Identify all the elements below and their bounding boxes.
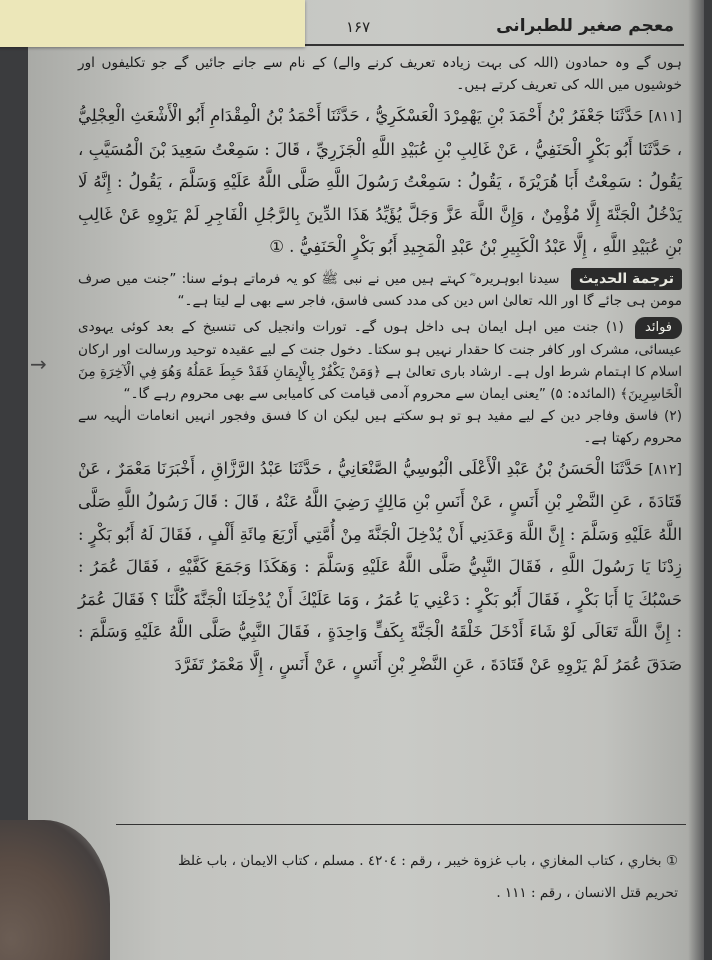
page-number: ۱۶۷ [346,18,371,36]
translation-paragraph [78,268,682,312]
benefit-point-2: (۲) فاسق وفاجر دین کے لیے مفید ہو تو ہو سکتے ہیں لیکن ان کا فسق وفجور انہیں انعامات الٰہیہ سے محروم رکھتا ہے۔ [78,407,682,446]
hadith-812-text: حَدَّثَنَا الْحَسَنُ بْنُ عَبْدِ الْأَعْلَى الْبُوسِيُّ الصَّنْعَانِيُّ ، حَدَّثَنَا عَبْدُ الرَّزَّاقِ ، أَخْبَرَنَا مَعْمَرٌ ، عَنْ قَتَادَةَ ، عَنِ النَّضْرِ بْنِ أَنَسٍ ، عَنْ أَنَسِ بْنِ مَالِكٍ رَضِيَ اللَّهُ عَنْهُ ، قَالَ : قَالَ رَسُولُ اللَّهِ صَلَّى اللَّهُ عَلَيْهِ وَسَلَّمَ : إِنَّ اللَّهَ وَعَدَنِي أَنْ يُدْخِلَ الْجَنَّةَ مِنْ أُمَّتِي أَرْبَعَ مِائَةِ أَلْفٍ ، فَقَالَ لَهُ أَبُو بَكْرٍ : زِدْنَا يَا رَسُولَ اللَّهِ ، فَقَالَ النَّبِيُّ صَلَّى اللَّهُ عَلَيْهِ وَسَلَّمَ : وَهَكَذَا وَجَمَعَ كَفَّيْهِ ، فَقَالَ عُمَرُ : حَسْبُكَ يَا أَبَا بَكْرٍ ، فَقَالَ أَبُو بَكْرٍ : دَعْنِي يَا عُمَرُ ، وَمَا عَلَيْكَ أَنْ يُدْخِلَنَا الْجَنَّةَ كُلَّنَا ؟ فَقَالَ عُمَرُ : إِنَّ اللَّهَ تَعَالَى لَوْ شَاءَ أَدْخَلَ خَلْقَهُ الْجَنَّةَ بِكَفٍّ وَاحِدَةٍ ، فَقَالَ النَّبِيُّ صَلَّى اللَّهُ عَلَيْهِ وَسَلَّمَ : صَدَقَ عُمَرُ لَمْ يَرْوِهِ عَنْ قَتَادَةَ ، عَنِ النَّضْرِ بْنِ أَنَسٍ ، عَنْ أَنَسٍ ، إِلَّا مَعْمَرٌ تَفَرَّدَ [78,458,682,674]
translation-label: ترجمة الحديث [571,268,682,290]
hadith-811-text: حَدَّثَنَا جَعْفَرُ بْنُ أَحْمَدَ بْنِ يَهْمِرْدَ الْعَسْكَرِيُّ ، حَدَّثَنَا أَحْمَدُ بْنُ الْمِقْدَامِ أَبُو الْأَشْعَثِ الْعِجْلِيُّ ، حَدَّثَنَا أَبُو بَكْرٍ الْحَنَفِيُّ ، عَنْ غَالِبِ بْنِ عُبَيْدِ اللَّهِ الْجَزَرِيِّ ، قَالَ : سَمِعْتُ سَعِيدَ بْنَ الْمُسَيَّبِ ، يَقُولُ : سَمِعْتُ أَبَا هُرَيْرَةَ ، يَقُولُ : سَمِعْتُ رَسُولَ اللَّهِ صَلَّى اللَّهُ عَلَيْهِ وَسَلَّمَ ، يَقُولُ : إِنَّهُ لَا يَدْخُلُ الْجَنَّةَ إِلَّا مُؤْمِنٌ ، وَإِنَّ اللَّهَ عَزَّ وَجَلَّ يُؤَيِّدُ هَذَا الدِّينَ بِالرَّجُلِ الْفَاجِرِ لَمْ يَرْوِهِ عَنْ غَالِبِ بْنِ عُبَيْدِ اللَّهِ ، إِلَّا عَبْدُ الْكَبِيرِ بْنُ عَبْدِ الْمَجِيدِ أَبُو بَكْرٍ الْحَنَفِيُّ . ① [78,106,682,256]
hadith-812 [78,453,682,682]
intro-paragraph: ہوں گے وہ حمادون (اللہ کی بہت زیادہ تعریف کرنے والے) کے نام سے جانے جائیں گے جو تکلیفوں اور خوشیوں میں اللہ کی تعریف کرتے ہیں۔ [78,55,682,93]
sticky-note [0,0,305,47]
footnote-rule [116,824,686,825]
book-title: معجم صغیر للطبرانی [496,16,674,36]
page-spine-shadow [688,0,704,960]
benefit-point-1: (۱) جنت میں اہل ایمان ہی داخل ہوں گے۔ تورات وانجیل کی تنسیخ کے بعد کوئی یہودی عیسائی، مشرک اور کافر جنت کا حقدار نہیں ہو سکتا۔ دخول جنت کے لیے عقیدہ توحید ورسالت اور ارکان اسلام کا اہتمام شرط اول ہے۔ ارشاد باری تعالیٰ ہے ﴿وَمَنْ يَكْفُرْ بِالْإِيمَانِ فَقَدْ حَبِطَ عَمَلُهُ وَهُوَ فِي الْآخِرَةِ مِنَ الْخَاسِرِينَ﴾ (المائدہ: ۵) ”یعنی ایمان سے محروم آدمی قیامت کی کامیابی سے بھی محروم رہے گا۔“ [78,318,682,402]
book-page [28,0,704,960]
margin-arrow-annotation: → [30,352,47,376]
page-body [78,52,682,820]
translation-text: سیدنا ابوہریرہ ؓ کہتے ہیں میں نے نبی ﷺ کو یہ فرماتے ہوئے سنا: ”جنت میں صرف مومن ہی جائے گا اور اللہ تعالیٰ اس دین کی مدد کسی فاسق، فاجر سے بھی لے لیتا ہے۔“ [78,270,682,309]
hadith-811 [78,100,682,264]
footnote: ① بخاري ، كتاب المغازي ، باب غزوة خيبر ، رقم : ٤٢٠٤ . مسلم ، كتاب الايمان ، باب غلظ تحريم قتل الانسان ، رقم : ١١١ . [178,853,678,901]
benefits-badge: فوائد [635,317,682,339]
benefits-paragraph [78,316,682,405]
hadith-number-811: [۸۱۱] [648,109,682,125]
hadith-number-812: [۸۱۲] [648,461,682,478]
